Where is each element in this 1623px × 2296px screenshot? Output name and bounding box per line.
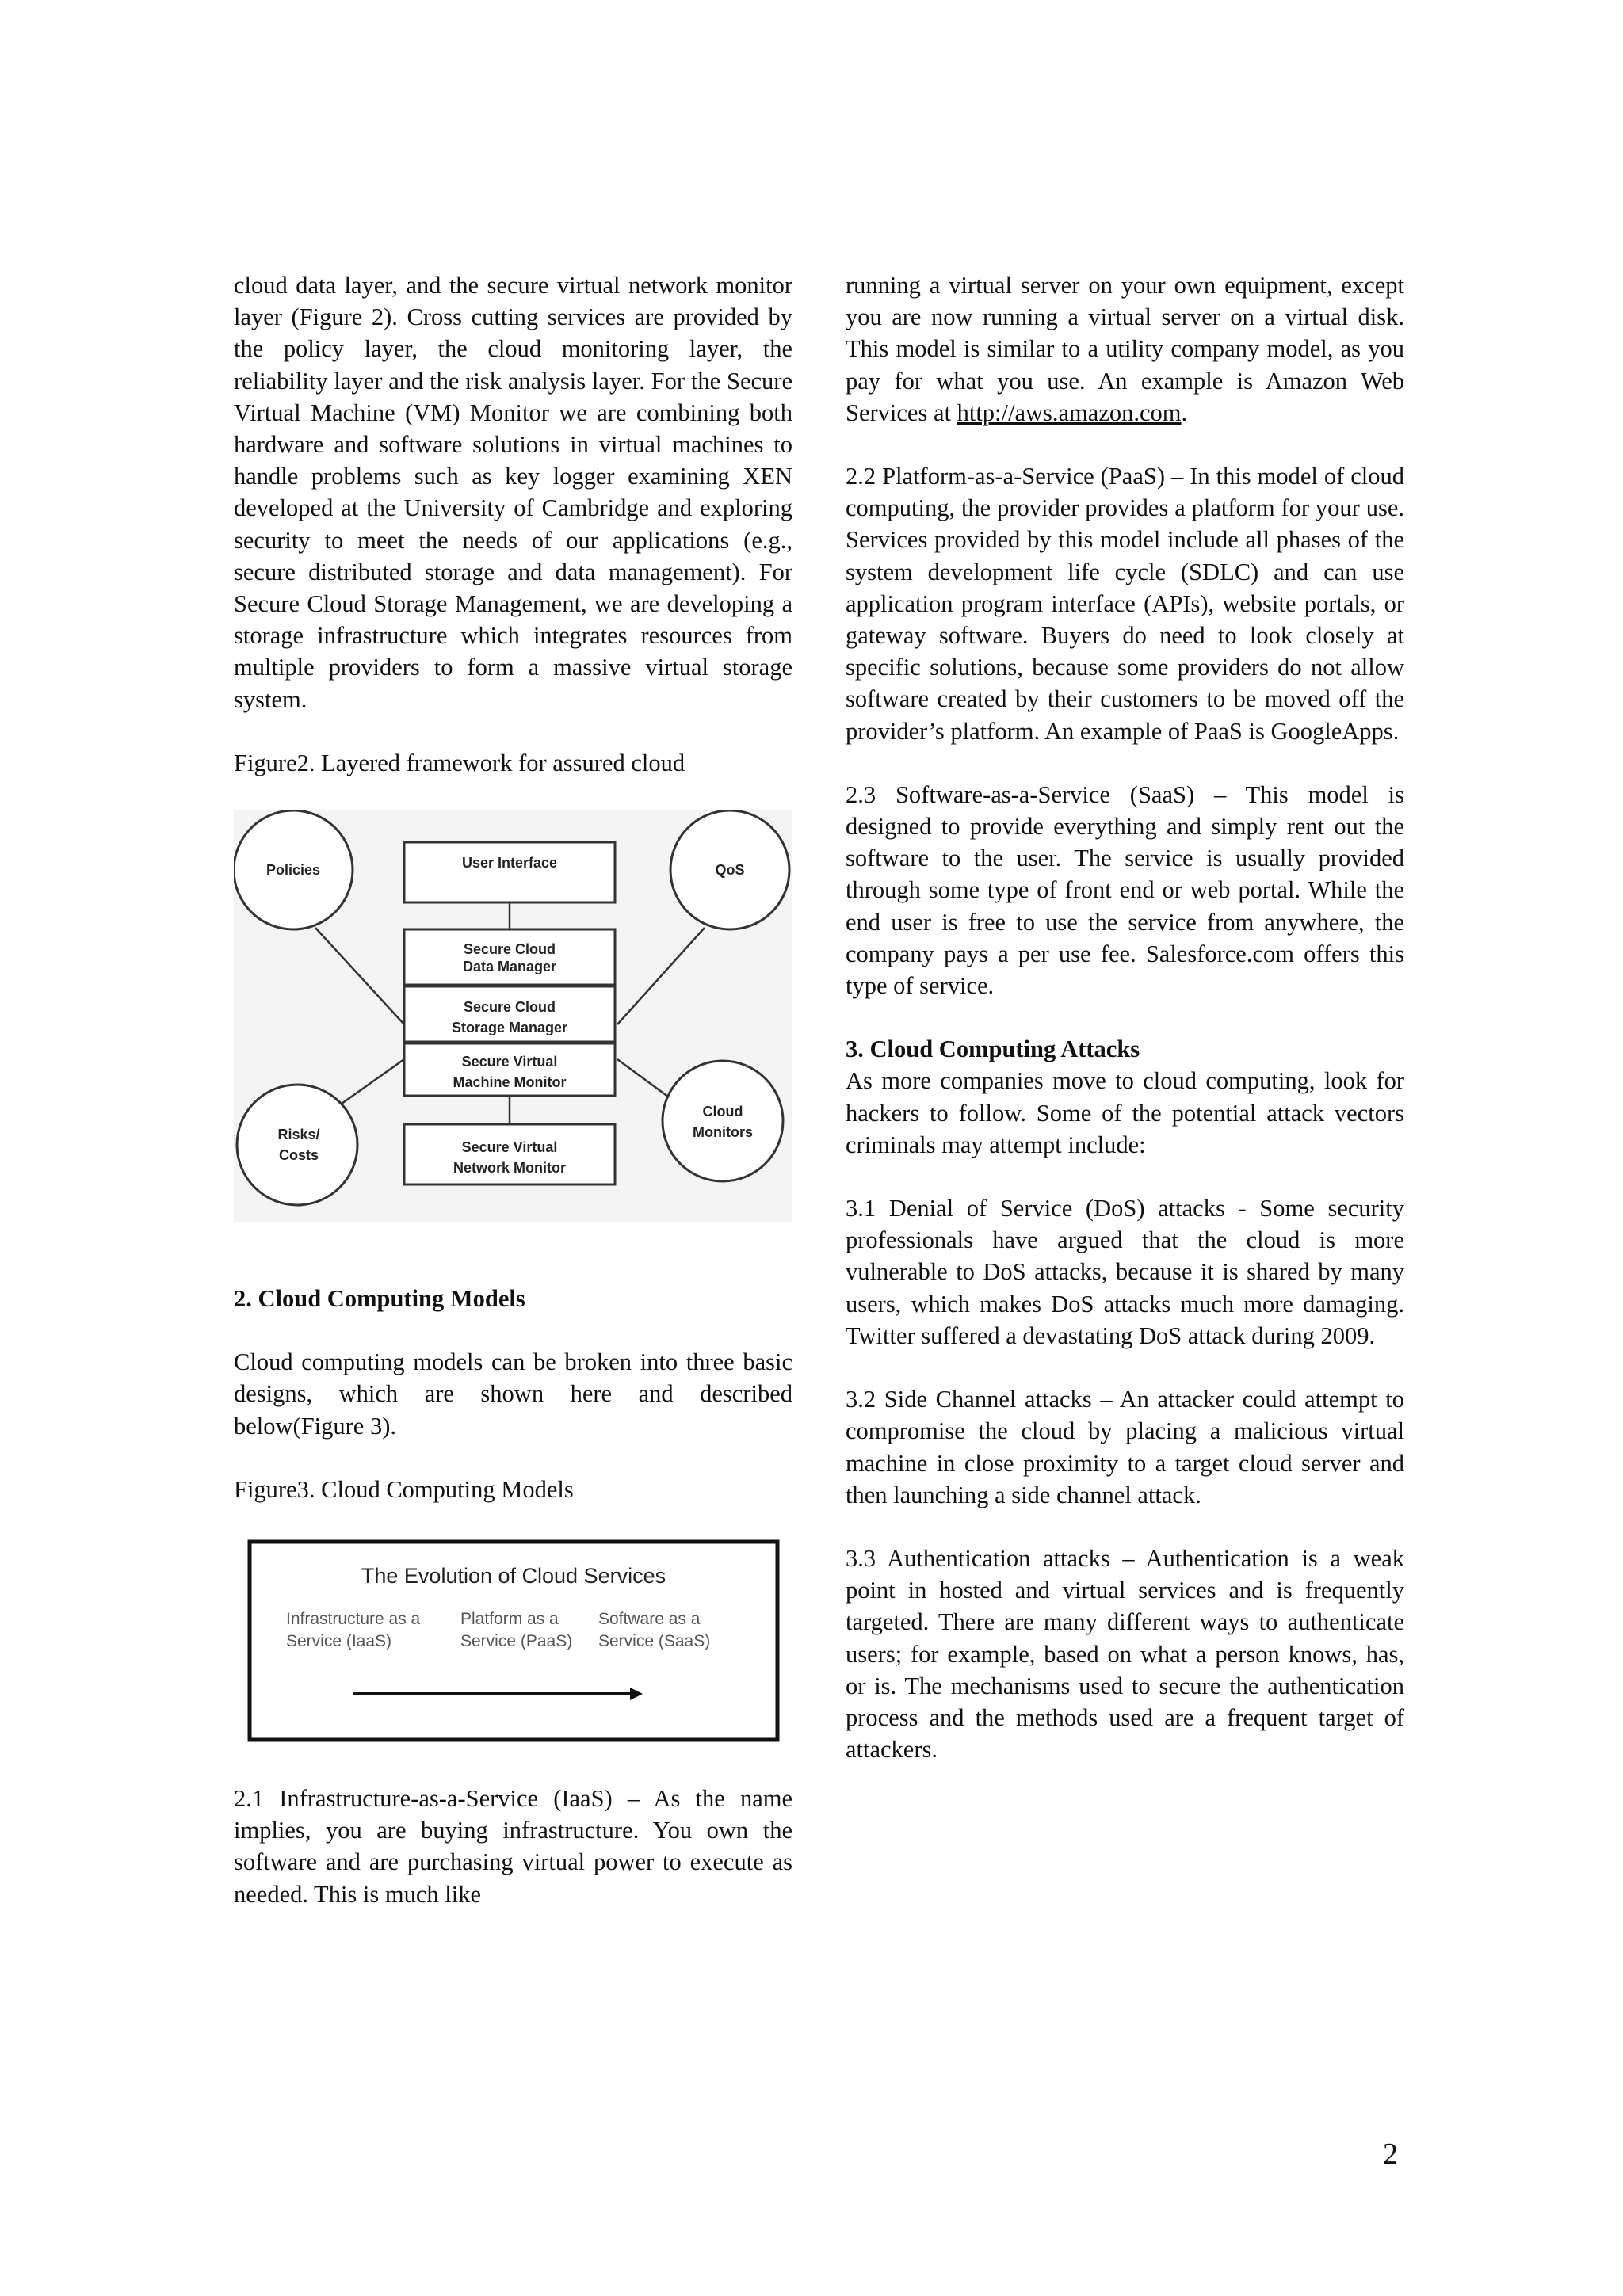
saas-label-2: Service (SaaS) <box>598 1632 711 1651</box>
storage-manager-label-1: Secure Cloud <box>463 999 556 1016</box>
saas-label-1: Software as a <box>598 1610 701 1629</box>
cloud-monitors-node <box>663 1061 783 1181</box>
right-column <box>846 269 1404 1765</box>
section2-paragraph: Cloud computing models can be broken into three basic designs, which are shown here and described below(Figure 3). <box>234 1348 792 1440</box>
monitors-label: Monitors <box>693 1124 753 1141</box>
saas-paragraph: 2.3 Software-as-a-Service (SaaS) – This model is designed to provide everything and simply rent out the software to the user. The service is usually provided through some type of front end or web portal. While the end user is free to use the service from anywhere, the company pays a per use fee. Salesforce.com offers this type of service. <box>846 780 1404 1000</box>
section3-paragraph: As more companies move to cloud computing, look for hackers to follow. Some of the potential attack vectors criminals may attempt include: <box>846 1067 1404 1158</box>
risks-label: Risks/ <box>277 1127 320 1143</box>
intro-paragraph: cloud data layer, and the secure virtual network monitor layer (Figure 2). Cross cutting services are provided by the policy layer, the cloud monitoring layer, the reliability layer and the risk analysis layer. For the Secure Virtual Machine (VM) Monitor we are combining both hardware and software solutions in virtual machines to handle problems such as key logger examining XEN developed at the University of Cambridge and exploring security to meet the needs of our applications (e.g., secure distributed storage and data management). For Secure Cloud Storage Management, we are developing a storage infrastructure which integrates resources from multiple providers to form a massive virtual storage system. <box>234 272 792 713</box>
qos-label: QoS <box>715 862 745 879</box>
data-manager-label-2: Data Manager <box>462 959 557 975</box>
figure3-title: The Evolution of Cloud Services <box>361 1564 666 1589</box>
side-channel-paragraph: 3.2 Side Channel attacks – An attacker could attempt to compromise the cloud by placing a malicious virtual machine in close proximity to a target cloud server and then launching a side channel attack. <box>846 1386 1404 1508</box>
user-interface-box <box>404 842 615 902</box>
iaas-label-2: Service (IaaS) <box>286 1632 392 1651</box>
iaas-continued-text: running a virtual server on your own equipment, except you are now running a virtual server on a virtual disk. This model is similar to a utility company model, as you pay for what you use. An example is Amazon Web Services at <box>846 272 1404 426</box>
page-number: 2 <box>1383 2138 1398 2171</box>
iaas-paragraph: 2.1 Infrastructure-as-a-Service (IaaS) – As the name implies, you are buying infrastructure. You own the software and are purchasing virtual power to execute as needed. This is much like <box>234 1785 792 1908</box>
figure3-caption: Figure3. Cloud Computing Models <box>234 1475 574 1503</box>
paas-label-1: Platform as a <box>460 1610 559 1629</box>
paas-paragraph: 2.2 Platform-as-a-Service (PaaS) – In this model of cloud computing, the provider provides a platform for your use. Services provided by this model include all phases of the system development life cycle (SDLC) and can use application program interface (APIs), website portals, or gateway software. Buyers do need to look closely at specific solutions, because some providers do not allow software created by their customers to be moved off the provider’s platform. An example of PaaS is GoogleApps. <box>846 463 1404 745</box>
vm-monitor-label-2: Machine Monitor <box>453 1074 567 1091</box>
aws-link[interactable]: http://aws.amazon.com <box>957 399 1182 426</box>
iaas-link-suffix: . <box>1181 399 1188 426</box>
figure2-layered-framework-diagram <box>234 810 792 1222</box>
auth-paragraph: 3.3 Authentication attacks – Authentication is a weak point in hosted and virtual services and is frequently targeted. There are many different ways to authenticate users; for example, based on what a person knows, has, or is. The mechanisms used to secure the authentication process and the methods used are a frequent target of attackers. <box>846 1544 1404 1764</box>
data-manager-box <box>404 929 615 985</box>
iaas-continued-paragraph <box>846 269 1404 429</box>
left-column <box>234 269 792 1910</box>
section2-heading: 2. Cloud Computing Models <box>234 1285 525 1313</box>
risks-costs-node <box>237 1085 357 1205</box>
network-monitor-label-1: Secure Virtual <box>461 1139 558 1156</box>
figure3-cloud-models-diagram <box>234 1537 792 1751</box>
cloud-label: Cloud <box>702 1104 743 1120</box>
dos-paragraph: 3.1 Denial of Service (DoS) attacks - Some security professionals have argued that the cloud is more vulnerable to DoS attacks, because it is shared by many users, which makes DoS attacks much more damaging. Twitter suffered a devastating DoS attack during 2009. <box>846 1195 1404 1349</box>
user-interface-label: User Interface <box>461 855 558 871</box>
iaas-label-1: Infrastructure as a <box>286 1610 421 1629</box>
costs-label: Costs <box>278 1147 319 1164</box>
policies-label: Policies <box>265 862 321 879</box>
network-monitor-label-2: Network Monitor <box>453 1160 566 1177</box>
storage-manager-label-2: Storage Manager <box>451 1020 568 1036</box>
data-manager-label-1: Secure Cloud <box>463 941 556 958</box>
section3-heading: 3. Cloud Computing Attacks <box>846 1035 1140 1063</box>
vm-monitor-label-1: Secure Virtual <box>461 1054 558 1070</box>
figure2-caption: Figure2. Layered framework for assured cloud <box>234 749 685 776</box>
paas-label-2: Service (PaaS) <box>460 1632 573 1651</box>
